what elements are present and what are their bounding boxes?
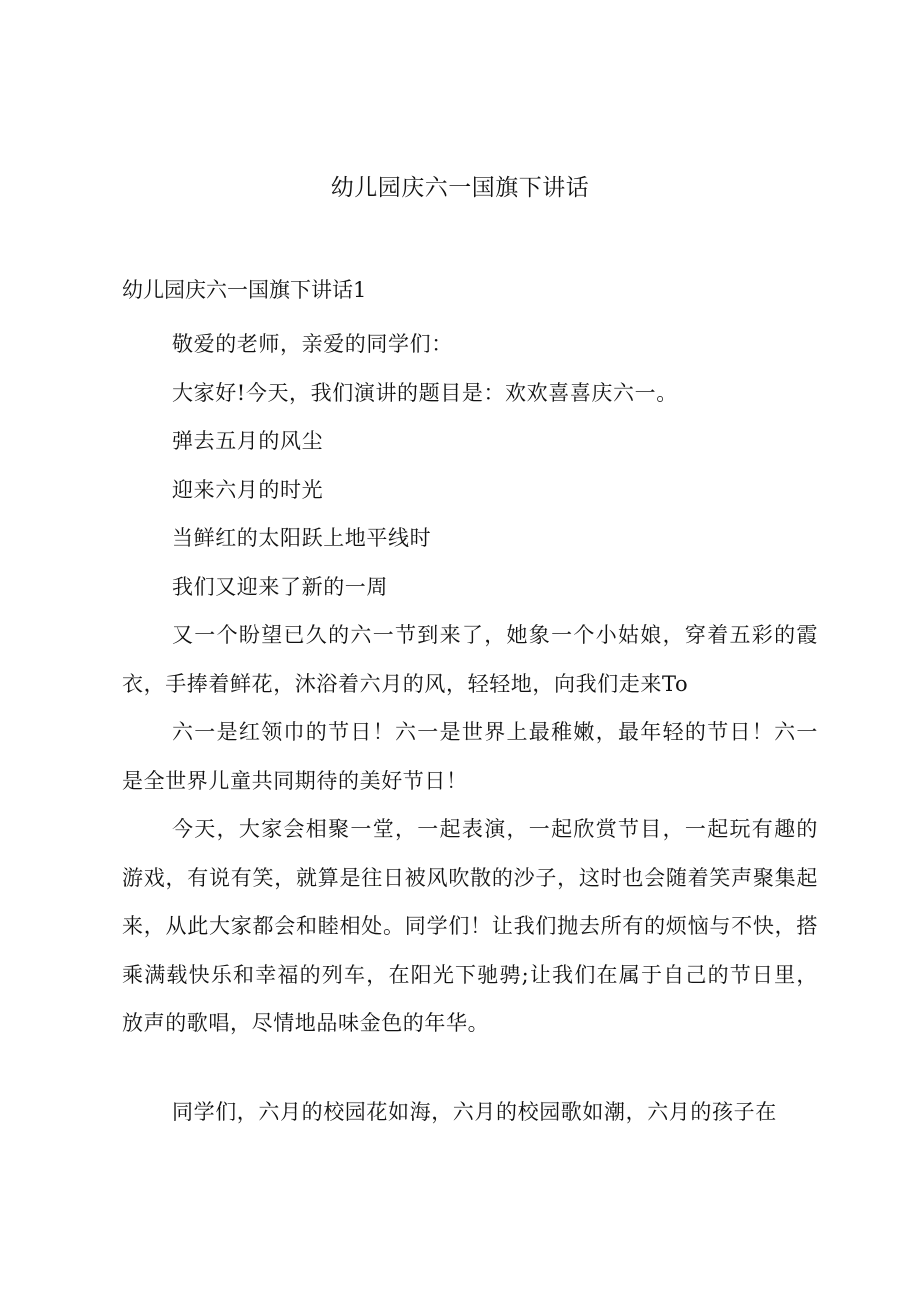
paragraph: 同学们，六月的校园花如海，六月的校园歌如潮，六月的孩子在 [172,1099,777,1124]
poem-line: 当鲜红的太阳跃上地平线时 [172,526,432,550]
paragraph: 又一个盼望已久的六一节到来了，她象一个小姑娘，穿着五彩的霞衣，手捧着鲜花，沐浴着六月的风，轻轻地，向我们走来To [122,623,818,696]
paragraph-greeting: 敬爱的老师，亲爱的同学们： [172,332,453,356]
paragraph-intro: 大家好!今天，我们演讲的题目是：欢欢喜喜庆六一。 [172,380,678,405]
document-title: 幼儿园庆六一国旗下讲话 [330,175,590,201]
section-heading: 幼儿园庆六一国旗下讲话1 [122,278,367,302]
paragraph: 今天，大家会相聚一堂，一起表演，一起欣赏节目，一起玩有趣的游戏，有说有笑，就算是往日被风吹散的沙子，这时也会随着笑声聚集起来，从此大家都会和睦相处。同学们！让我们抛去所有的烦恼与不快，搭乘满载快乐和幸福的列车，在阳光下驰骋;让我们在属于自己的节日里，放声的歌唱，尽情地品味金色的年华。 [122,817,818,1035]
poem-line: 迎来六月的时光 [172,477,324,502]
poem-line: 弹去五月的风尘 [172,429,324,453]
speech-body [122,320,818,1136]
paragraph: 六一是红领巾的节日！六一是世界上最稚嫩，最年轻的节日！六一是全世界儿童共同期待的美好节日！ [122,720,818,793]
poem-line: 我们又迎来了新的一周 [172,574,388,599]
